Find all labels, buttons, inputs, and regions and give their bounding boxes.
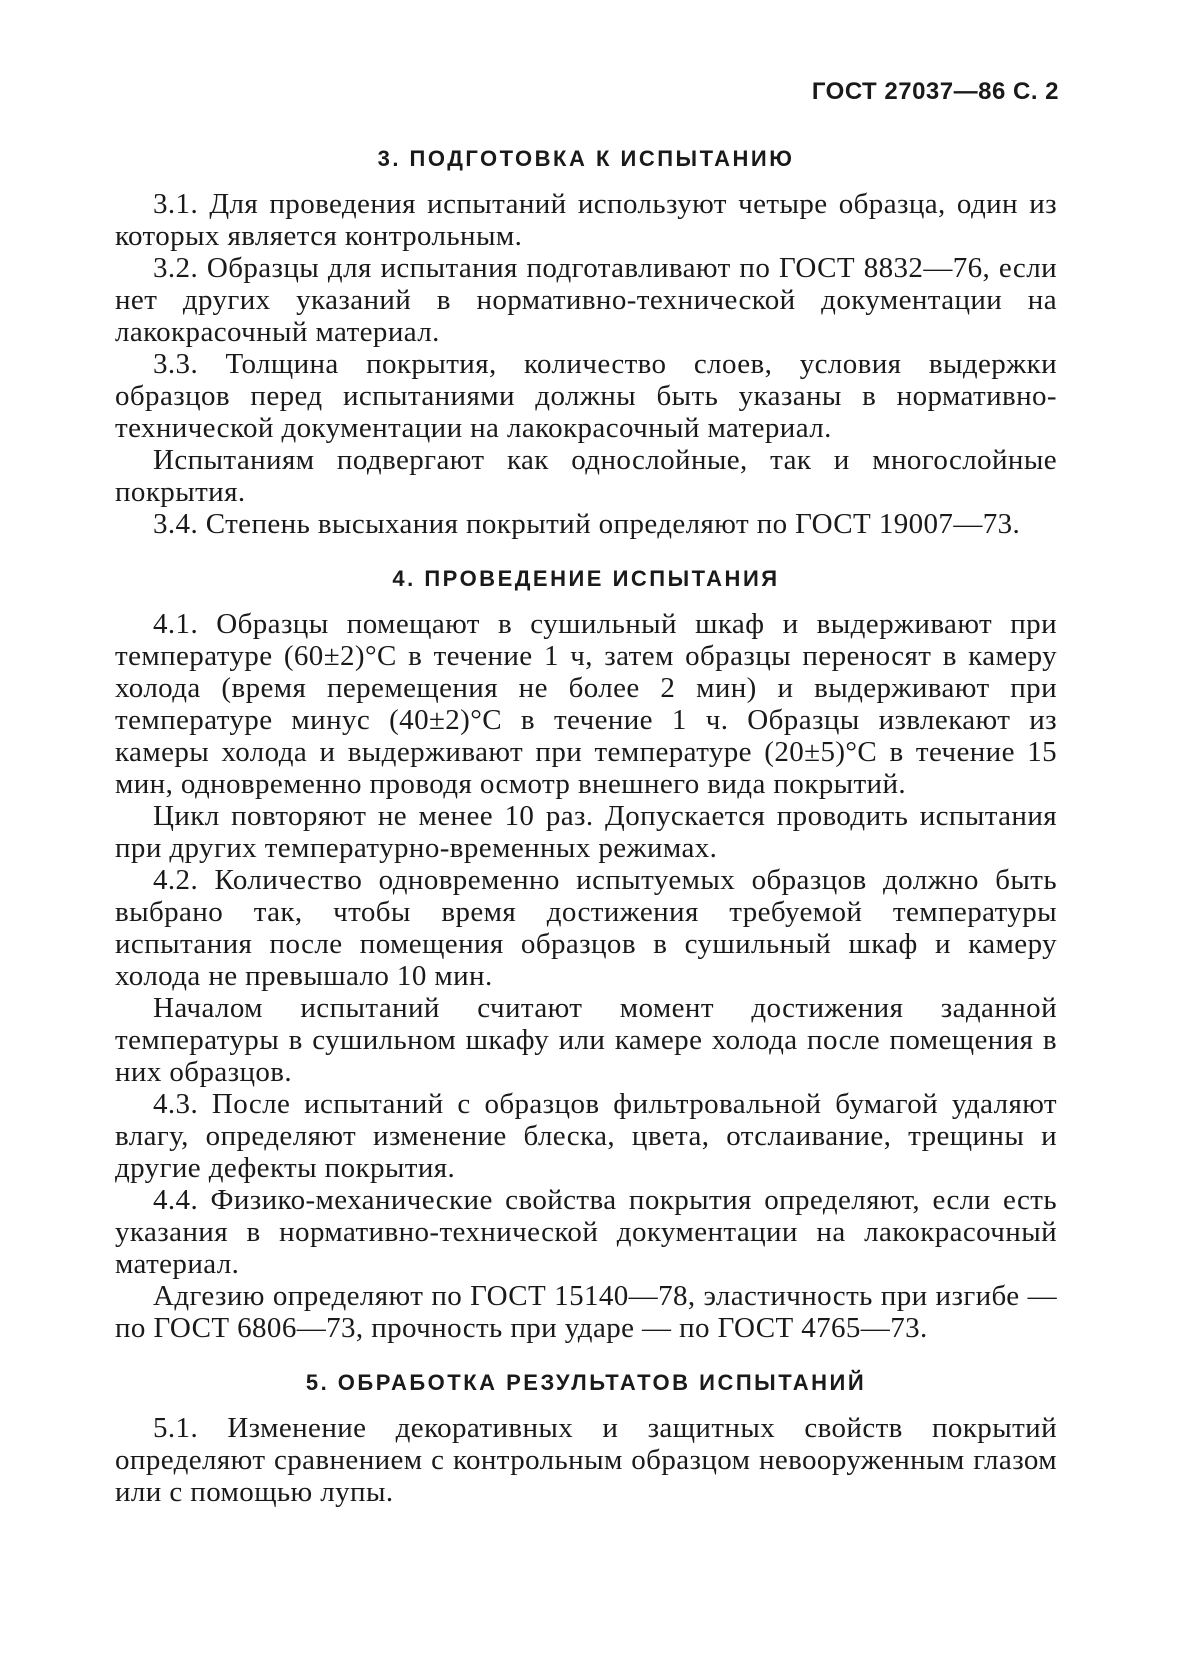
paragraph: Началом испытаний считают момент достижения заданной температуры в сушильном шкафу или камере холода после помещения в них образцов. [115,992,1057,1088]
section-title: 3. ПОДГОТОВКА К ИСПЫТАНИЮ [377,146,795,171]
section-testing [115,562,1057,1344]
paragraph: 5.1. Изменение декоративных и защитных свойств покрытий определяют сравнением с контрольным образцом невооруженным глазом или с помощью лупы. [115,1412,1057,1508]
paragraph: 3.4. Степень высыхания покрытий определяют по ГОСТ 19007—73. [153,508,1021,540]
page-header: ГОСТ 27037—86 С. 2 [811,78,1059,105]
paragraph: 4.4. Физико-механические свойства покрытия определяют, если есть указания в нормативно-технической документации на лакокрасочный материал. [115,1184,1057,1280]
paragraph: Испытаниям подвергают как однослойные, так и многослойные покрытия. [115,444,1057,508]
paragraph: Адгезию определяют по ГОСТ 15140—78, эластичность при изгибе — по ГОСТ 6806—73, прочность при ударе — по ГОСТ 4765—73. [115,1280,1057,1344]
section-title: 5. ОБРАБОТКА РЕЗУЛЬТАТОВ ИСПЫТАНИЙ [305,1370,867,1395]
section-title: 4. ПРОВЕДЕНИЕ ИСПЫТАНИЯ [392,566,780,591]
paragraph: Цикл повторяют не менее 10 раз. Допускается проводить испытания при других температурно-временных режимах. [115,800,1057,864]
paragraph: 3.2. Образцы для испытания подготавливают по ГОСТ 8832—76, если нет других указаний в нормативно-технической документации на лакокрасочный материал. [115,252,1057,348]
paragraph: 4.1. Образцы помещают в сушильный шкаф и выдерживают при температуре (60±2)°С в течение 1 ч, затем образцы переносят в камеру холода (время перемещения не более 2 мин) и выдерживают при температуре минус (40±2)°С в течение 1 ч. Образцы извлекают из камеры холода и выдерживают при температуре (20±5)°С в течение 15 мин, одновременно проводя осмотр внешнего вида покрытий. [115,608,1057,800]
section-results [115,1366,1057,1508]
paragraph: 4.3. После испытаний с образцов фильтровальной бумагой удаляют влагу, определяют изменение блеска, цвета, отслаивание, трещины и другие дефекты покрытия. [115,1088,1057,1184]
paragraph: 4.2. Количество одновременно испытуемых образцов должно быть выбрано так, чтобы время достижения требуемой температуры испытания после помещения образцов в сушильный шкаф и камеру холода не превышало 10 мин. [115,864,1057,992]
document-body [115,142,1057,1530]
paragraph: 3.3. Толщина покрытия, количество слоев, условия выдержки образцов перед испытаниями должны быть указаны в нормативно-технической документации на лакокрасочный материал. [115,348,1057,444]
section-preparation [115,142,1057,540]
paragraph: 3.1. Для проведения испытаний используют четыре образца, один из которых является контрольным. [115,188,1057,252]
